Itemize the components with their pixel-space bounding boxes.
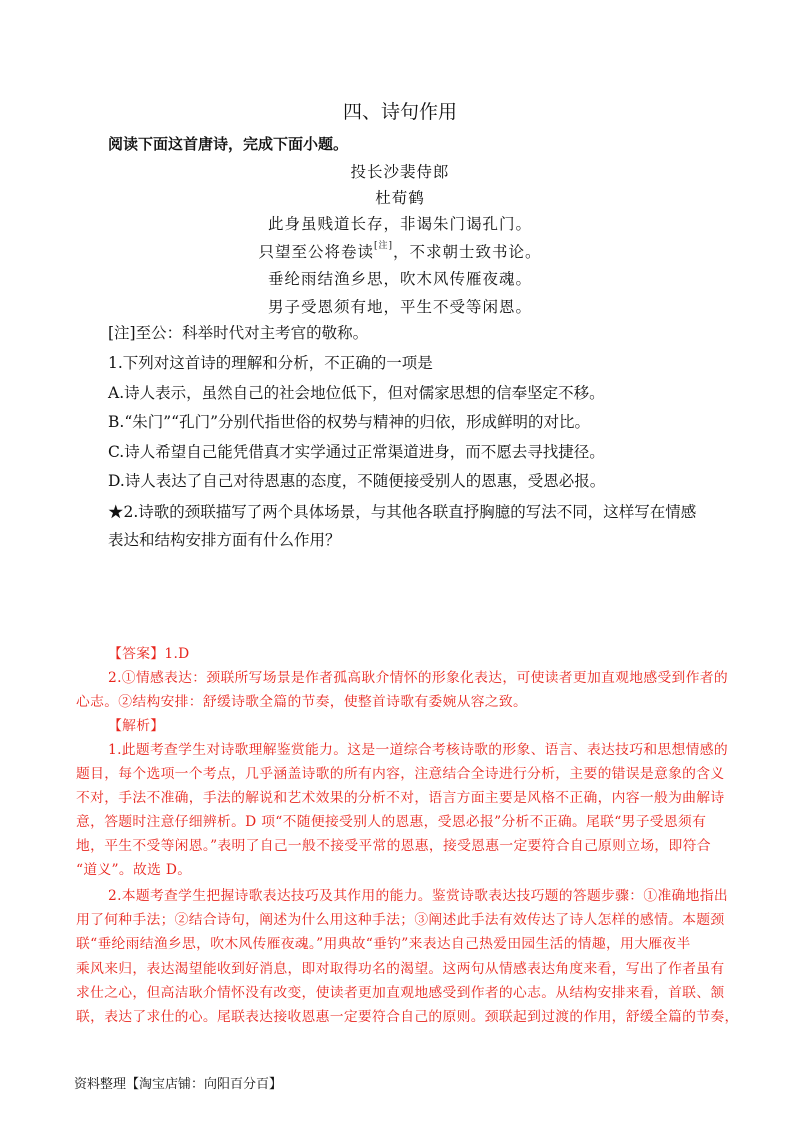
answer-line-2: 心志。②结构安排：舒缓诗歌全篇的节奏，使整首诗歌有委婉从容之致。 bbox=[76, 694, 528, 710]
question-1-stem: 1.下列对这首诗的理解和分析，不正确的一项是 bbox=[108, 354, 433, 372]
poem-line-4: 男子受恩须有地，平生不受等闲恩。 bbox=[267, 298, 532, 316]
answer-label: 【答案】 bbox=[108, 646, 165, 662]
option-d: D.诗人表达了自己对待恩惠的态度，不随便接受别人的恩惠，受恩必报。 bbox=[108, 472, 606, 490]
poem-title: 投长沙裴侍郎 bbox=[350, 163, 450, 181]
analysis-line: 2.本题考查学生把握诗歌表达技巧及其作用的能力。鉴赏诗歌表达技巧题的答题步骤：①准确地指出 bbox=[108, 888, 728, 904]
answer-value: 1.D bbox=[164, 646, 190, 662]
analysis-line: 用了何种手法；②结合诗句，阐述为什么用这种手法；③阐述此手法有效传达了诗人怎样的感情。本题颈 bbox=[76, 912, 725, 928]
poem-author: 杜荀鹤 bbox=[375, 189, 425, 207]
analysis-line: 题目，每个选项一个考点，几乎涵盖诗歌的所有内容，注意结合全诗进行分析，主要的错误是意象的含义 bbox=[76, 766, 725, 782]
analysis-line: 不对，手法不准确，手法的解说和艺术效果的分析不对，语言方面主要是风格不正确，内容一般为曲解诗 bbox=[76, 790, 725, 806]
analysis-line: 求仕之心，但高洁耿介情怀没有改变，使读者更加直观地感受到作者的心志。从结构安排来看，首联、颔 bbox=[76, 985, 725, 1001]
analysis-line: 乘风来归，表达渴望能收到好消息，即对取得功名的渴望。这两句从情感表达角度来看，写出了作者虽有 bbox=[76, 961, 725, 977]
option-b: B.“朱门”“孔门”分别代指世俗的权势与精神的归依，形成鲜明的对比。 bbox=[108, 413, 591, 431]
analysis-line: 意，答题时注意仔细辨析。D 项“不随便接受别人的恩惠，受恩必报”分析不正确。尾联“男子受恩须有 bbox=[76, 814, 707, 830]
section-title: 四、诗句作用 bbox=[342, 101, 457, 123]
reading-instruction: 阅读下面这首唐诗，完成下面小题。 bbox=[108, 135, 349, 153]
analysis-line: 联，表达了求仕的心。尾联表达接收恩惠一定要符合自己的原则。颈联起到过渡的作用，舒缓全篇的节奏， bbox=[76, 1009, 739, 1025]
analysis-line: 1.此题考查学生对诗歌理解鉴赏能力。这是一道综合考核诗歌的形象、语言、表达技巧和思想情感的 bbox=[108, 742, 728, 758]
page-footer: 资料整理【淘宝店铺：向阳百分百】 bbox=[74, 1077, 283, 1092]
analysis-line: 联“垂纶雨结渔乡思，吹木风传雁夜魂。”用典故“垂钓”来表达自己热爱田园生活的情趣，用大雁夜半 bbox=[76, 936, 691, 952]
poem-line-2 bbox=[0, 240, 800, 262]
poem-note: [注]至公：科举时代对主考官的敬称。 bbox=[108, 324, 369, 342]
poem-line-1: 此身虽贱道长存，非谒朱门谒孔门。 bbox=[267, 215, 532, 233]
analysis-label: 【解析】 bbox=[108, 718, 165, 734]
analysis-line: “道义”。故选 D。 bbox=[76, 862, 192, 878]
question-2-line-2: 表达和结构安排方面有什么作用？ bbox=[108, 531, 341, 549]
answer-heading bbox=[108, 642, 190, 662]
poem-note-marker: [注] bbox=[373, 241, 394, 251]
option-a: A.诗人表示，虽然自己的社会地位低下，但对儒家思想的信奉坚定不移。 bbox=[108, 384, 605, 402]
question-2-line-1: ★2.诗歌的颈联描写了两个具体场景，与其他各联直抒胸臆的写法不同，这样写在情感 bbox=[108, 503, 697, 521]
poem-line-3: 垂纶雨结渔乡思，吹木风传雁夜魂。 bbox=[267, 270, 532, 288]
answer-line-1: 2.①情感表达：颈联所写场景是作者孤高耿介情怀的形象化表达，可使读者更加直观地感受到作者的 bbox=[108, 670, 728, 686]
poem-line-2-before: 只望至公将卷读 bbox=[258, 243, 374, 261]
analysis-line: 地，平生不受等闲恩。”表明了自己一般不接受平常的恩惠，接受恩惠一定要符合自己原则立场，即符合 bbox=[76, 838, 711, 854]
option-c: C.诗人希望自己能凭借真才实学通过正常渠道进身，而不愿去寻找捷径。 bbox=[108, 443, 605, 461]
poem-line-2-after: ，不求朝士致书论。 bbox=[393, 243, 542, 261]
